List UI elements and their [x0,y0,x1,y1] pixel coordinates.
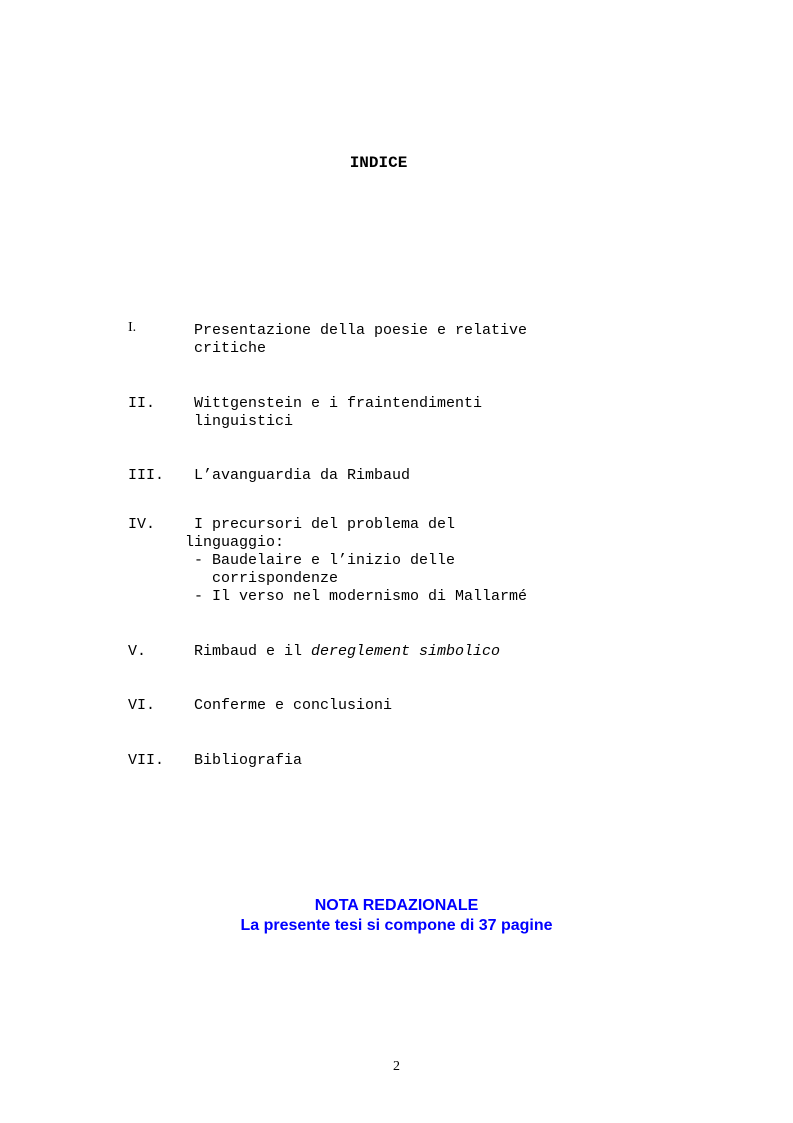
toc-title: I precursori del problema del [194,516,456,533]
toc-line: critiche [194,340,267,357]
editorial-note-text: La presente tesi si compone di 37 pagine [240,917,553,934]
toc-title: Conferme e conclusioni [194,697,393,714]
toc-number: IV. [128,516,156,533]
page-number: 2 [393,1059,400,1074]
toc-title-italic: dereglement simbolico [311,643,501,660]
toc-number: V. [128,643,147,660]
toc-title: L’avanguardia da Rimbaud [194,467,411,484]
toc-title-text: Rimbaud e il [194,643,312,660]
toc-line: Presentazione della poesie e relative [194,322,528,339]
page-title: INDICE [349,154,408,172]
toc-title [194,322,527,358]
toc-number: VI. [128,697,156,714]
toc-number: I. [128,320,137,335]
editorial-note-title: NOTA REDAZIONALE [314,897,479,914]
toc-line: linguistici [194,413,294,430]
toc-subitem: - Il verso nel modernismo di Mallarmé [194,588,528,605]
toc-title-continuation: linguaggio: [185,534,285,551]
toc-title: Bibliografia [194,752,303,769]
toc-number: VII. [128,752,165,769]
toc-number: III. [128,467,165,484]
toc-title [194,643,500,661]
toc-line: Wittgenstein e i fraintendimenti [194,395,483,412]
toc-subitem: - Baudelaire e l’inizio delle [194,552,456,569]
toc-subitem: corrispondenze [194,570,339,587]
toc-title [194,395,482,431]
toc-number: II. [128,395,156,412]
